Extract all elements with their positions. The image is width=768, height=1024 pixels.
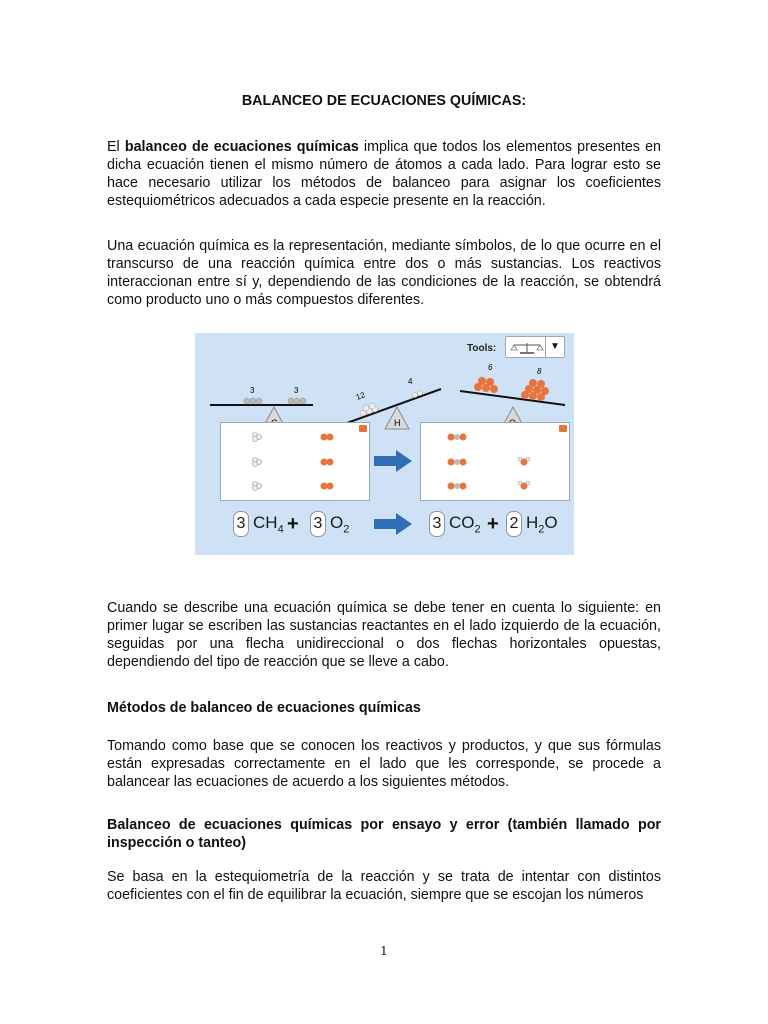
coefficient-stepper[interactable]: 3	[310, 511, 326, 537]
paragraph-2: Una ecuación química es la representación, mediante símbolos, de lo que ocurre en el transcurso de una reacción química entre dos o más sustancias. Los reactivos interaccionan entre sí y, dependiendo de las condiciones de la reacción, se obtendrá como producto uno o más compuestos diferentes.	[107, 238, 661, 308]
reactants-panel	[220, 422, 370, 501]
reactant-o2: 3 $O_2$	[310, 511, 349, 537]
product-molecules	[421, 423, 569, 500]
scale-h-left-count: 12	[354, 390, 367, 402]
scale-o	[460, 363, 565, 429]
paragraph-5: Se basa en la estequiometría de la reacción y se trata de intentar con distintos coeficientes con el fin de equilibrar la ecuación, siempre que se escojan los números	[107, 869, 661, 903]
plus-sign: +	[287, 513, 299, 535]
page-title: BALANCEO DE ECUACIONES QUÍMICAS:	[241, 93, 527, 109]
intro-lead: El	[107, 139, 125, 155]
section-heading-trial-error: Balanceo de ecuaciones químicas por ensayo y error (también llamado por inspección o tanteo)	[107, 817, 661, 851]
close-icon[interactable]	[559, 425, 567, 432]
intro-rest: implica que todos los elementos presentes en dicha ecuación tienen el mismo número de átomos a cada lado. Para lograr esto se hace necesario utilizar los métodos de balanceo para asignar los coeficientes estequiométricos adecuados a cada especie presente en la reacción.	[107, 139, 661, 209]
scale-h-right-count: 4	[408, 377, 413, 386]
coefficient-stepper[interactable]: 3	[233, 511, 249, 537]
coefficient-stepper[interactable]: 3	[429, 511, 445, 537]
intro-bold-term: balanceo de ecuaciones químicas	[124, 139, 359, 155]
equation-arrow-icon	[372, 512, 414, 536]
intro-paragraph	[107, 138, 661, 210]
product-co2: 3 $CO_2$	[429, 511, 481, 537]
tools-label: Tools:	[467, 343, 497, 354]
scale-o-left-count: 6	[488, 363, 493, 372]
reactant-molecules	[221, 423, 369, 500]
chevron-down-icon[interactable]: ▼	[545, 337, 564, 357]
paragraph-3: Cuando se describe una ecuación química se debe tener en cuenta lo siguiente: en primer lugar se escriben las sustancias reactantes en el lado izquierdo de la ecuación, seguidas por una flecha unidireccional o dos flechas horizontales opuestas, dependiendo del tipo de reacción que se lleve a cabo.	[107, 600, 661, 670]
reactant-ch4: 3 $CH_4$	[233, 511, 284, 537]
section-heading-methods: Métodos de balanceo de ecuaciones químicas	[107, 700, 421, 716]
coefficient-stepper[interactable]: 2	[506, 511, 522, 537]
plus-sign: +	[487, 513, 499, 535]
page-number: 1	[380, 944, 388, 958]
close-icon[interactable]	[359, 425, 367, 432]
paragraph-4: Tomando como base que se conocen los reactivos y productos, y que sus fórmulas están expresadas correctamente en el lado que les corresponde, se procede a balancear las ecuaciones de acuerdo a los siguientes métodos.	[107, 738, 661, 790]
reaction-arrow-icon	[372, 449, 414, 473]
product-h2o: 2 $H_2O$	[506, 511, 558, 537]
products-panel	[420, 422, 570, 501]
scale-c-right-count: 3	[294, 386, 299, 395]
scale-o-right-count: 8	[537, 367, 542, 376]
scale-h-label: H	[394, 418, 401, 428]
scale-c-left-count: 3	[250, 386, 255, 395]
balance-simulation-figure	[195, 333, 574, 555]
